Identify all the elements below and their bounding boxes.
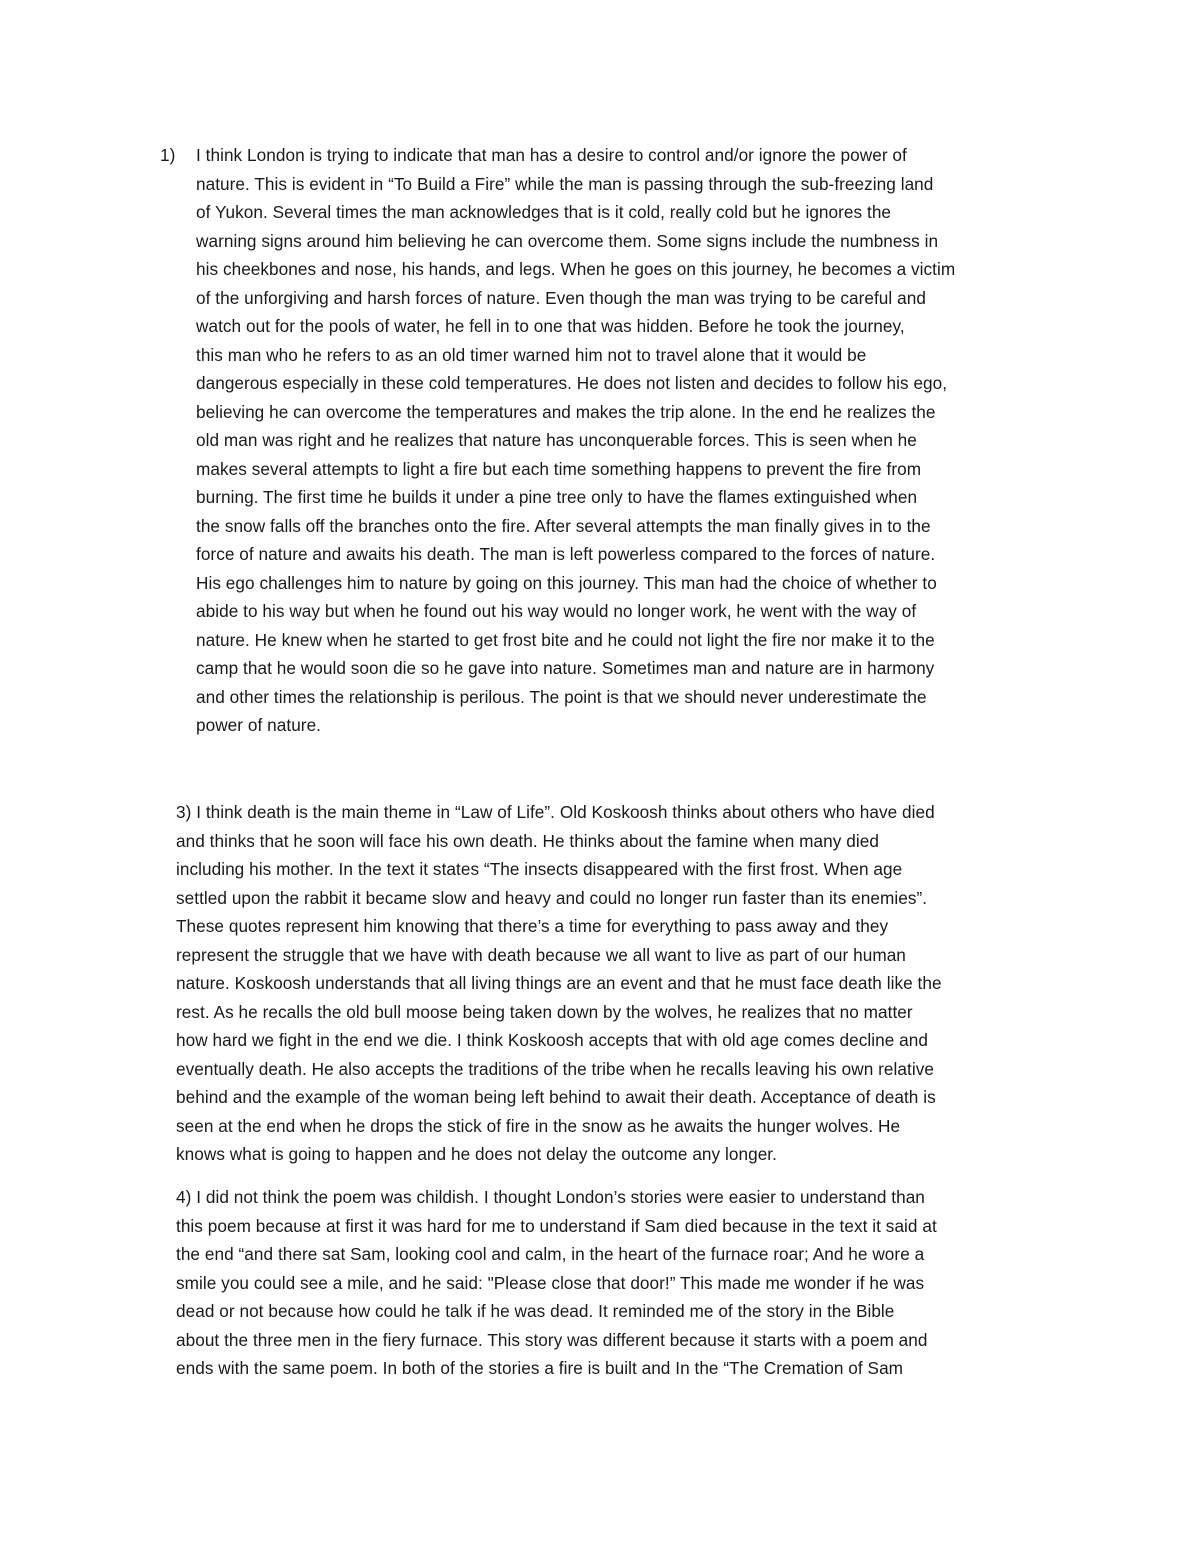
text-line: ends with the same poem. In both of the stories a fire is built and In the “The Cremation of Sam [176, 1358, 904, 1378]
text-line: 3) I think death is the main theme in “Law of Life”. Old Koskoosh thinks about others who have died [176, 802, 935, 822]
text-line: settled upon the rabbit it became slow and heavy and could no longer run faster than its enemies”. [176, 887, 928, 908]
text-line: nature. Koskoosh understands that all living things are an event and that he must face death like the [176, 973, 942, 993]
text-line: and other times the relationship is perilous. The point is that we should never underestimate the [196, 686, 927, 707]
text-line: the end “and there sat Sam, looking cool and calm, in the heart of the furnace roar; And he wore a [176, 1244, 925, 1264]
text-line: this man who he refers to as an old timer warned him not to travel alone that it would be [196, 344, 867, 365]
text-line: represent the struggle that we have with death because we all want to live as part of our human [176, 944, 906, 965]
text-line: of the unforgiving and harsh forces of nature. Even though the man was trying to be careful and [196, 287, 926, 308]
text-line: These quotes represent him knowing that there’s a time for everything to pass away and they [176, 916, 889, 936]
text-line: camp that he would soon die so he gave into nature. Sometimes man and nature are in harmony [196, 658, 935, 678]
answer-1-text [196, 141, 955, 740]
text-line: His ego challenges him to nature by going on this journey. This man had the choice of whether to [196, 572, 937, 593]
text-line: about the three men in the fiery furnace. This story was different because it starts with a poem and [176, 1329, 928, 1350]
text-line: dangerous especially in these cold temperatures. He does not listen and decides to follow his ego, [196, 373, 948, 393]
text-line: I think London is trying to indicate that man has a desire to control and/or ignore the power of [196, 145, 907, 165]
text-line: seen at the end when he drops the stick of fire in the snow as he awaits the hunger wolves. He [176, 1115, 901, 1136]
text-line: dead or not because how could he talk if he was dead. It reminded me of the story in the Bible [176, 1301, 895, 1321]
text-line: how hard we fight in the end we die. I think Koskoosh accepts that with old age comes decline and [176, 1030, 929, 1050]
text-line: knows what is going to happen and he does not delay the outcome any longer. [176, 1144, 777, 1164]
text-line: abide to his way but when he found out his way would no longer work, he went with the way of [196, 601, 917, 621]
text-line: power of nature. [196, 715, 322, 735]
text-line: rest. As he recalls the old bull moose being taken down by the wolves, he realizes that no matter [176, 1001, 913, 1022]
text-line: including his mother. In the text it states “The insects disappeared with the first frost. When age [176, 859, 903, 879]
text-line: warning signs around him believing he can overcome them. Some signs include the numbness in [196, 230, 939, 251]
text-line: the snow falls off the branches onto the fire. After several attempts the man finally gives in to the [196, 515, 931, 536]
text-line: nature. This is evident in “To Build a Fire” while the man is passing through the sub-freezing land [196, 173, 934, 194]
text-line: force of nature and awaits his death. The man is left powerless compared to the forces of nature. [196, 544, 936, 564]
text-line: of Yukon. Several times the man acknowledges that is it cold, really cold but he ignores the [196, 202, 892, 222]
text-line: burning. The first time he builds it under a pine tree only to have the flames extinguished when [196, 487, 918, 507]
text-line: makes several attempts to light a fire but each time something happens to prevent the fire from [196, 458, 922, 479]
text-line: behind and the example of the woman being left behind to await their death. Acceptance of death is [176, 1087, 936, 1107]
text-line: and thinks that he soon will face his own death. He thinks about the famine when many died [176, 830, 879, 851]
text-line: believing he can overcome the temperatures and makes the trip alone. In the end he realizes the [196, 401, 936, 422]
text-line: smile you could see a mile, and he said: "Please close that door!” This made me wonder if he was [176, 1272, 925, 1293]
text-line: this poem because at first it was hard for me to understand if Sam died because in the text it said at [176, 1215, 937, 1236]
text-line: old man was right and he realizes that nature has unconquerable forces. This is seen when he [196, 430, 917, 450]
text-line: watch out for the pools of water, he fell in to one that was hidden. Before he took the journey, [196, 316, 905, 336]
text-line: nature. He knew when he started to get frost bite and he could not light the fire nor make it to the [196, 629, 935, 650]
answer-4 [176, 1183, 1096, 1383]
answer-1-number: 1) [160, 145, 176, 165]
text-line: 4) I did not think the poem was childish. I thought London’s stories were easier to understand than [176, 1187, 925, 1207]
answer-3 [176, 798, 1096, 1169]
text-line: his cheekbones and nose, his hands, and legs. When he goes on this journey, he becomes a victim [196, 259, 956, 279]
text-line: eventually death. He also accepts the traditions of the tribe when he recalls leaving his own relative [176, 1058, 934, 1079]
